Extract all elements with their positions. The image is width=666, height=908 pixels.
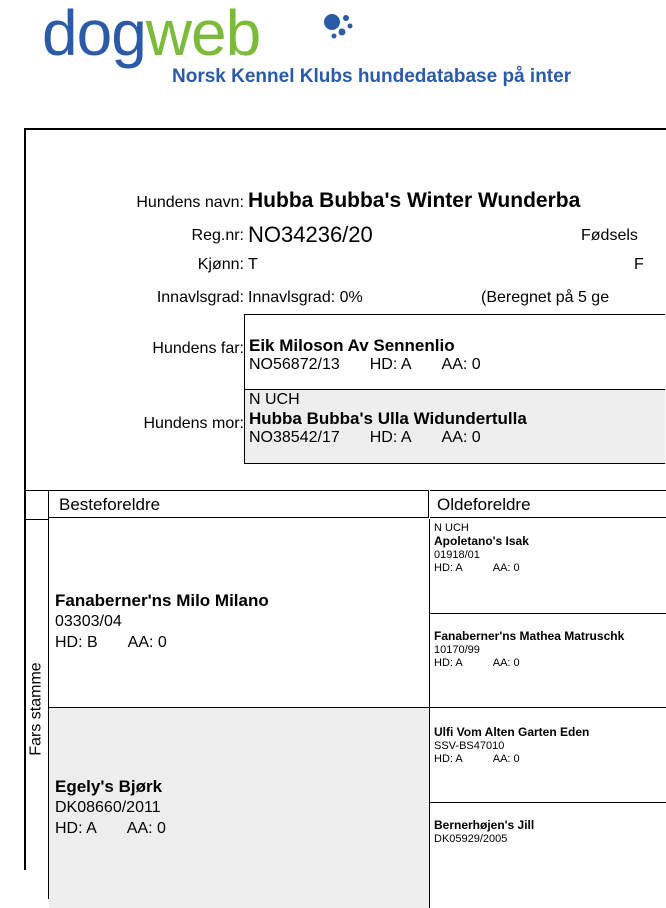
- grandparent-hd: HD: A: [55, 820, 97, 837]
- inbreeding-note: (Beregnet på 5 ge: [481, 289, 610, 306]
- birth-date-label: Fødsels: [581, 227, 638, 244]
- grandparent-aa: AA: 0: [127, 634, 167, 651]
- logo-word-web: web: [145, 0, 261, 69]
- father-label: Hundens far:: [152, 340, 244, 357]
- father-name[interactable]: Eik Miloson Av Sennenlio: [249, 336, 455, 355]
- greatgrandparent-hd: HD: A: [434, 753, 463, 765]
- name-row: [26, 188, 666, 214]
- sex-extra: F: [634, 256, 644, 273]
- dog-details-frame: [24, 128, 666, 870]
- grandparent-cell[interactable]: [49, 519, 430, 708]
- logo-tagline: Norsk Kennel Klubs hundedatabase på inter: [172, 66, 572, 87]
- greatgrandparent-reg: 10170/99: [434, 644, 480, 656]
- father-stats: [245, 355, 665, 374]
- sex-label: Kjønn:: [197, 256, 244, 273]
- inbreeding-label: Innavlsgrad:: [156, 289, 244, 306]
- father-reg: NO56872/13: [249, 356, 340, 373]
- grandparent-stats: [55, 818, 166, 839]
- sex-row: [26, 256, 666, 282]
- greatgrandparent-reg: SSV-BS47010: [434, 740, 505, 752]
- mother-title: N UCH: [249, 391, 300, 408]
- grandparent-aa: AA: 0: [126, 820, 166, 837]
- dogweb-logo[interactable]: [42, 0, 642, 90]
- pedigree-header-blank: [26, 490, 49, 520]
- grandparent-cell[interactable]: [49, 708, 430, 908]
- paw-dots-icon: [320, 10, 360, 46]
- grandparent-hd: HD: B: [55, 634, 98, 651]
- greatgrandparent-stats: [434, 753, 666, 766]
- grandparent-reg: DK08660/2011: [55, 799, 161, 816]
- greatgrandparent-cell[interactable]: [430, 519, 666, 614]
- name-label: Hundens navn:: [136, 194, 244, 211]
- grandparent-stats: [55, 632, 269, 653]
- logo-wordmark: [42, 0, 260, 72]
- dog-name: Hubba Bubba's Winter Wunderba: [248, 189, 581, 212]
- side-label-text: Fars stamme: [28, 662, 45, 756]
- mother-hd: HD: A: [369, 429, 412, 446]
- greatgrandparent-cell[interactable]: [430, 803, 666, 903]
- father-aa: AA: 0: [441, 356, 481, 373]
- father-hd: HD: A: [369, 356, 412, 373]
- grandparent-reg: 03303/04: [55, 613, 122, 630]
- mother-name[interactable]: Hubba Bubba's Ulla Widundertulla: [249, 409, 527, 428]
- grandparent-name[interactable]: Egely's Bjørk: [55, 777, 163, 796]
- greatgrandparent-hd: HD: A: [434, 562, 463, 574]
- inbreeding-row: [26, 289, 666, 315]
- header-greatgrandparents: Oldeforeldre: [430, 490, 666, 518]
- header-grandparents: Besteforeldre: [49, 490, 429, 518]
- mother-stats: [245, 428, 665, 447]
- greatgrandparent-name[interactable]: Apoletano's Isak: [434, 534, 529, 548]
- mother-label: Hundens mor:: [143, 415, 244, 432]
- reg-row: [26, 222, 666, 248]
- mother-box[interactable]: [244, 389, 665, 464]
- grandparent-name[interactable]: Fanaberner'ns Milo Milano: [55, 591, 269, 610]
- greatgrandparent-title: N UCH: [434, 522, 469, 534]
- greatgrandparent-name[interactable]: Bernerhøjen's Jill: [434, 818, 535, 832]
- father-box[interactable]: [244, 314, 665, 390]
- reg-number: NO34236/20: [248, 222, 373, 247]
- greatgrandparent-aa: AA: 0: [492, 657, 520, 669]
- greatgrandparent-stats: [434, 562, 666, 575]
- greatgrandparent-cell[interactable]: [430, 708, 666, 803]
- inbreeding-value: Innavlsgrad: 0%: [248, 289, 363, 306]
- reg-label: Reg.nr:: [191, 227, 244, 244]
- mother-aa: AA: 0: [441, 429, 481, 446]
- greatgrandparent-cell[interactable]: [430, 614, 666, 708]
- greatgrandparent-name[interactable]: Fanaberner'ns Mathea Matruschk: [434, 629, 625, 643]
- greatgrandparent-aa: AA: 0: [492, 753, 520, 765]
- logo-word-dog: dog: [42, 0, 146, 69]
- sex-value: T: [248, 256, 258, 273]
- greatgrandparent-reg: 01918/01: [434, 549, 480, 561]
- greatgrandparent-reg: DK05929/2005: [434, 833, 508, 845]
- greatgrandparent-stats: [434, 657, 666, 669]
- greatgrandparent-name[interactable]: Ulfi Vom Alten Garten Eden: [434, 725, 590, 739]
- mother-reg: NO38542/17: [249, 429, 340, 446]
- greatgrandparent-aa: AA: 0: [492, 562, 520, 574]
- greatgrandparent-hd: HD: A: [434, 657, 463, 669]
- fars-stamme-label: [26, 519, 48, 899]
